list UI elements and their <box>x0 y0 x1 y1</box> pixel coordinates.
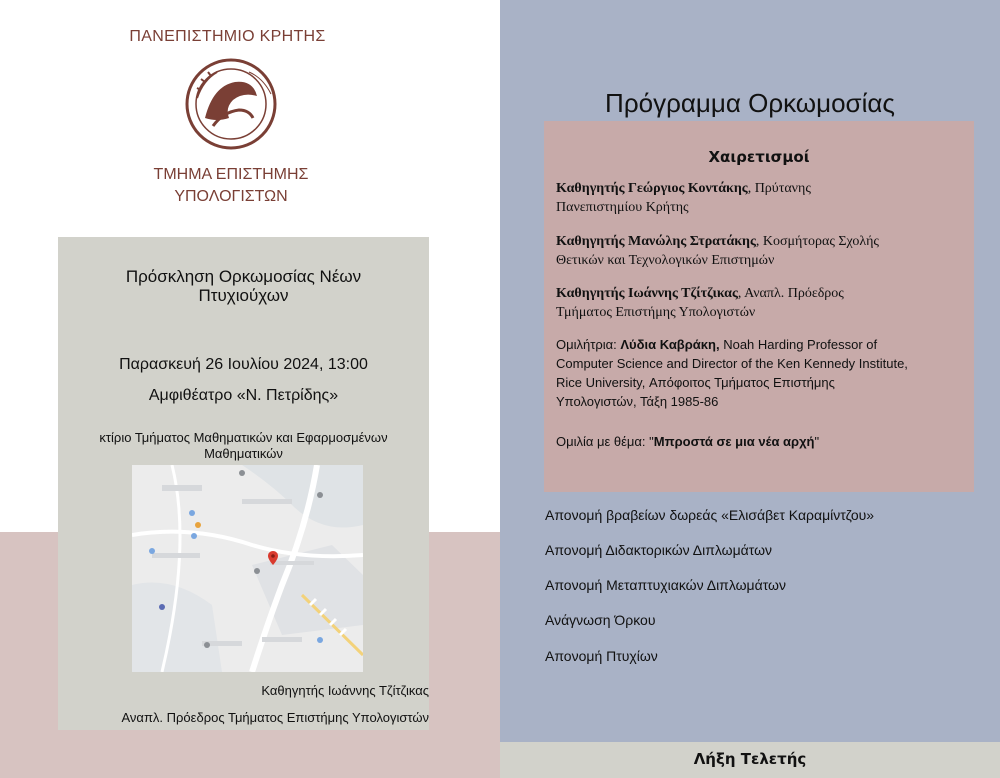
invitation-card <box>58 237 429 730</box>
speaker-vice-chair <box>556 284 971 322</box>
program-title: Πρόγραμμα Ορκωμοσίας <box>605 88 895 118</box>
signature-role: Αναπλ. Πρόεδρος Τμήματος Επιστήμης Υπολογιστών <box>121 710 429 725</box>
invitation-building <box>68 430 419 462</box>
invitation-title-line-1: Πρόσκληση Ορκωμοσίας Νέων <box>125 267 362 286</box>
talk-title: Μπροστά σε μια νέα αρχή <box>653 434 815 449</box>
speaker-role: Κοσμήτορας Σχολής <box>759 234 879 249</box>
speaker-sep: , <box>755 234 760 249</box>
speaker-sep: , <box>737 286 742 301</box>
speaker-role-line-2: Πανεπιστημίου Κρήτης <box>556 200 689 215</box>
program-item-degrees: Απονομή Πτυχίων <box>545 648 658 664</box>
building-line-1: κτίριο Τμήματος Μαθηματικών και Εφαρμοσμένων <box>99 430 388 445</box>
signature-name: Καθηγητής Ιωάννης Τζίτζικας <box>261 683 429 698</box>
map-graphic <box>132 465 363 672</box>
keynote-line-2: Computer Science and Director of the Ken Kennedy Institute, <box>556 356 908 371</box>
university-name: ΠΑΝΕΠΙΣΤΗΜΙΟ ΚΡΗΤΗΣ <box>129 28 326 45</box>
keynote-label: Ομιλήτρια: <box>556 337 621 352</box>
speaker-role-line-2: Τμήματος Επιστήμης Υπολογιστών <box>556 305 756 320</box>
keynote-line-1: Noah Harding Professor of <box>719 337 878 352</box>
department-line-2: ΥΠΟΛΟΓΙΣΤΩΝ <box>174 188 288 205</box>
location-map[interactable] <box>132 465 363 672</box>
speaker-rector <box>556 179 971 217</box>
program-item-masters: Απονομή Μεταπτυχιακών Διπλωμάτων <box>545 577 786 593</box>
keynote-line-4: Υπολογιστών, Τάξη 1985-86 <box>556 394 719 409</box>
speaker-name: Καθηγητής Ιωάννης Τζίτζικας <box>556 286 738 301</box>
talk-open-quote: " <box>649 434 654 449</box>
keynote-line-3: Rice University, Απόφοιτος Τμήματος Επιστήμης <box>556 375 835 390</box>
footer-bar <box>500 742 1000 778</box>
speaker-name: Καθηγητής Μανώλης Στρατάκης <box>556 234 756 249</box>
university-seal-icon <box>183 56 283 152</box>
invitation-title-line-2: Πτυχιούχων <box>198 286 289 305</box>
department-name <box>0 164 462 208</box>
building-line-2: Μαθηματικών <box>204 446 283 461</box>
speaker-sep: , <box>747 181 752 196</box>
speaker-name: Καθηγητής Γεώργιος Κοντάκης <box>556 181 748 196</box>
greetings-heading: Χαιρετισμοί <box>708 148 810 166</box>
map-pin-icon <box>268 551 278 565</box>
speaker-role: Πρύτανης <box>751 181 811 196</box>
invitation-venue: Αμφιθέατρο «Ν. Πετρίδης» <box>148 387 339 404</box>
speaker-role: Αναπλ. Πρόεδρος <box>741 286 844 301</box>
speaker-role-line-2: Θετικών και Τεχνολογικών Επιστημών <box>556 253 775 268</box>
invitation-title <box>58 267 429 305</box>
keynote-name: Λύδια Καβράκη, <box>620 337 720 352</box>
department-line-1: ΤΜΗΜΑ ΕΠΙΣΤΗΜΗΣ <box>153 166 309 183</box>
talk-topic <box>556 432 971 451</box>
talk-label: Ομιλία με θέμα: <box>556 434 650 449</box>
program-item-awards: Απονομή βραβείων δωρεάς «Ελισάβετ Καραμίντζου» <box>545 507 875 523</box>
greetings-card <box>544 121 974 492</box>
talk-close-quote: " <box>814 434 820 449</box>
speaker-dean <box>556 232 971 270</box>
invitation-date: Παρασκευή 26 Ιουλίου 2024, 13:00 <box>119 356 368 373</box>
keynote-speaker <box>556 335 971 411</box>
program-item-oath: Ανάγνωση Όρκου <box>545 612 656 628</box>
footer-text: Λήξη Τελετής <box>693 750 807 768</box>
program-item-phd: Απονομή Διδακτορικών Διπλωμάτων <box>545 542 773 558</box>
